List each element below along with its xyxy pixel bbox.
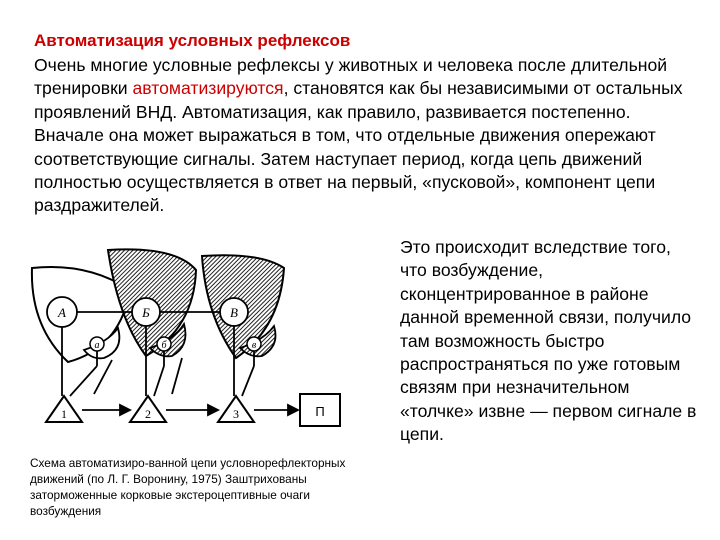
- side-paragraph: Это происходит вследствие того, что возбуждение, сконцентрированное в районе данной временной связи, получило там возможность быстро распространяться по уже готовым связям при незначительном «толчке» извне — первом сигнале в цепи.: [400, 237, 697, 445]
- main-paragraph: [34, 54, 690, 218]
- focus-label-b: Б: [142, 305, 150, 320]
- diagram-caption: Схема автоматизиро-ванной цепи условнорефлекторных движений (по Л. Г. Воронину, 1975) Заштрихованы заторможенные корковые экстероцептивные очаги возбуждения: [30, 456, 346, 518]
- slide-title: Автоматизация условных рефлексов: [34, 31, 351, 50]
- small-label-c: в: [251, 340, 257, 351]
- paragraph-text-start: Очень многие условные рефлексы у животных и человека после длительной тренировки: [34, 55, 668, 99]
- box-label: П: [315, 404, 325, 419]
- small-label-b: б: [161, 340, 167, 351]
- small-label-a: а: [94, 340, 100, 351]
- paragraph-text-end: , становятся как бы независимыми от остальных проявлений ВНД. Автоматизация, как правило, развивается постепенно. Вначале она может выражаться в том, что отдельные движения опережают соответствующие сигналы. Затем наступает период, когда цепь движений полностью осуществляется в ответ на первый, «пусковой», компонент цепи раздражителей.: [34, 78, 683, 216]
- cortical-focus-b: [108, 249, 196, 356]
- triangle-label-3: 3: [233, 407, 239, 421]
- cortical-focus-c: [202, 255, 284, 358]
- reflex-chain-diagram: [22, 246, 352, 446]
- highlighted-term: автоматизируются: [132, 78, 284, 99]
- triangle-label-1: 1: [61, 407, 67, 421]
- focus-label-c: В: [230, 305, 238, 320]
- focus-label-a: А: [58, 305, 66, 320]
- triangle-label-2: 2: [145, 407, 151, 421]
- chain-arrows: [82, 405, 298, 415]
